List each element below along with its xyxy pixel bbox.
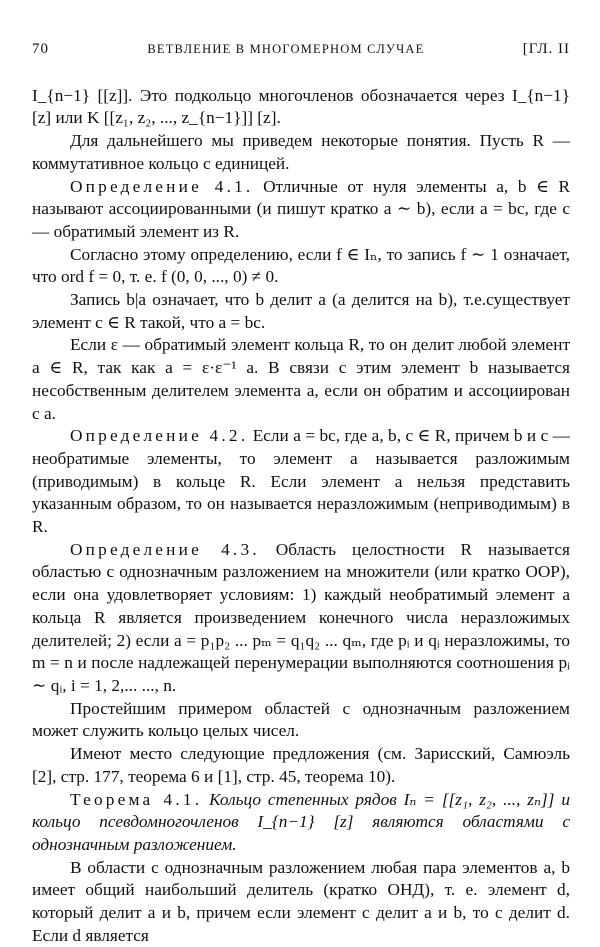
paragraph-6: Если ε — обратимый элемент кольца R, то он делит любой элемент a ∈ R, так как a = ε·ε⁻¹ a. В связи с этим элемент b называется несобственным делителем элемента a, если он обратим и ассоциирован с a.	[32, 335, 570, 423]
definition-lead: Определение 4.2.	[70, 426, 249, 446]
page-number: 70	[32, 41, 49, 57]
definition-4-1: Определение 4.1. Отличные от нуля элементы a, b ∈ R называют ассоциированными (и пишут кратко a ∼ b), если a = bc, где c — обратимый элемент из R.	[32, 176, 570, 241]
paragraph-2: Для дальнейшего мы приведем некоторые понятия. Пусть R — коммутативное кольцо с единицей.	[32, 131, 570, 173]
paragraph-9: Простейшим примером областей с однозначным разложением может служить кольцо целых чисел.	[32, 698, 570, 741]
definition-lead: Определение 4.1.	[70, 176, 254, 196]
paragraph-1: I_{n−1} [[z]]. Это подкольцо многочленов обозначается через I_{n−1} [z] или K [[z₁, z₂, ..., z_{n−1}]] [z].	[32, 85, 570, 128]
paragraph-4: Согласно этому определению, если f ∈ Iₙ, то запись f ∼ 1 означает, что ord f = 0, т. е. f (0, 0, ..., 0) ≠ 0.	[32, 244, 570, 287]
theorem-lead: Теорема 4.1.	[70, 789, 203, 809]
body-text	[32, 85, 570, 947]
definition-lead: Определение 4.3.	[70, 539, 260, 559]
theorem-4-1: Теорема 4.1. Кольцо степенных рядов Iₙ = [[z₁, z₂, ..., zₙ]] и кольцо псевдомногочленов I_{n−1} [z] являются областями с однозначным разложением.	[32, 789, 570, 854]
paragraph-10: Имеют место следующие предложения (см. Зарисский, Самюэль [2], стр. 177, теорема 6 и [1], стр. 45, теорема 10).	[32, 744, 570, 786]
definition-4-2: Определение 4.2. Если a = bc, где a, b, c ∈ R, причем b и c — необратимые элементы, то элемент a называется разложимым (приводимым) в кольце R. Если элемент a нельзя представить указанным образом, то он называется неразложимым (неприводимым) в R.	[32, 426, 570, 537]
page-header	[32, 38, 570, 61]
definition-4-3: Определение 4.3. Область целостности R называется областью с однозначным разложением на множители (или кратко ООР), если она удовлетворяет условиям: 1) каждый необратимый элемент a кольца R является произведением конечного числа неразложимых делителей; 2) если a = p₁p₂ ... pₘ = q₁q₂ ... qₘ, где pᵢ и qᵢ неразложимы, то m = n и после надлежащей перенумерации выполняются соотношения pᵢ ∼ qᵢ, i = 1, 2,... ..., n.	[32, 539, 570, 695]
paragraph-5: Запись b|a означает, что b делит a (a делится на b), т.е.существует элемент c ∈ R такой, что a = bc.	[32, 290, 570, 332]
paragraph-12: В области с однозначным разложением любая пара элементов a, b имеет общий наибольший делитель (кратко ОНД), т. е. элемент d, который делит a и b, причем если элемент c делит a и b, то c делит d. Если d является	[32, 857, 570, 945]
running-title: ВЕТВЛЕНИЕ В МНОГОМЕРНОМ СЛУЧАЕ	[147, 42, 425, 56]
chapter-label: [ГЛ. II	[522, 41, 570, 57]
